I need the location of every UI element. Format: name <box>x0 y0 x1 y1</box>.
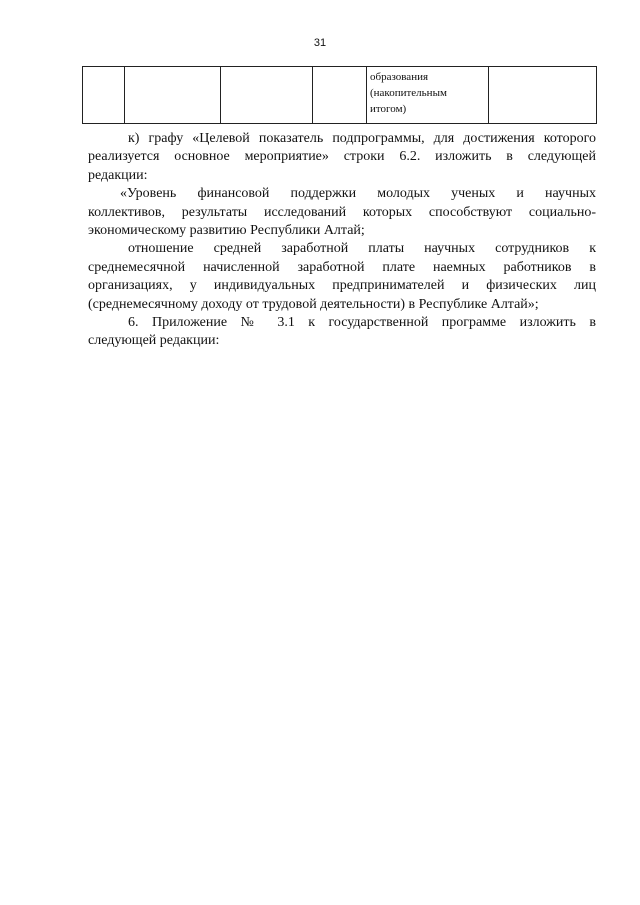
table-fragment <box>82 66 597 124</box>
table-cell-1 <box>83 67 125 124</box>
text-line: (среднемесячному доходу от трудовой деятельности) в Республике Алтай»; <box>88 296 539 312</box>
text-line: коллективов, результаты исследований которых способствуют социально- <box>88 204 596 220</box>
table-row <box>83 67 597 124</box>
paragraph-quote-2 <box>88 240 596 314</box>
table-cell-3 <box>221 67 313 124</box>
text-line: реализуется основное мероприятие» строки 6.2. изложить в следующей <box>88 149 596 165</box>
table-cell-indicator <box>367 67 489 124</box>
paragraph-quote-1 <box>88 185 596 240</box>
text-line: «Уровень финансовой поддержки молодых ученых и научных <box>120 186 596 202</box>
table-cell-4 <box>313 67 367 124</box>
text-line: 6. Приложение № 3.1 к государственной программе изложить в <box>128 315 596 331</box>
text-line: к) графу «Целевой показатель подпрограммы, для достижения которого <box>128 131 596 146</box>
text-line: организациях, у индивидуальных предпринимателей и физических лиц <box>88 278 596 294</box>
paragraph-item-k <box>88 130 596 185</box>
table-cell-2 <box>125 67 221 124</box>
text-line: экономическому развитию Республики Алтай; <box>88 223 365 239</box>
table-cell-6 <box>489 67 597 124</box>
body-text <box>88 130 596 351</box>
text-line: следующей редакции: <box>88 333 220 349</box>
text-line: среднемесячной начисленной заработной плате наемных работников в <box>88 259 596 275</box>
cell-line: образования <box>370 71 429 83</box>
text-line: редакции: <box>88 167 148 183</box>
page-number: 31 <box>313 37 327 49</box>
cell-line: (накопительным <box>370 87 447 99</box>
paragraph-item-6 <box>88 314 596 351</box>
text-line: отношение средней заработной платы научных сотрудников к <box>128 241 596 257</box>
cell-line: итогом) <box>370 103 407 115</box>
